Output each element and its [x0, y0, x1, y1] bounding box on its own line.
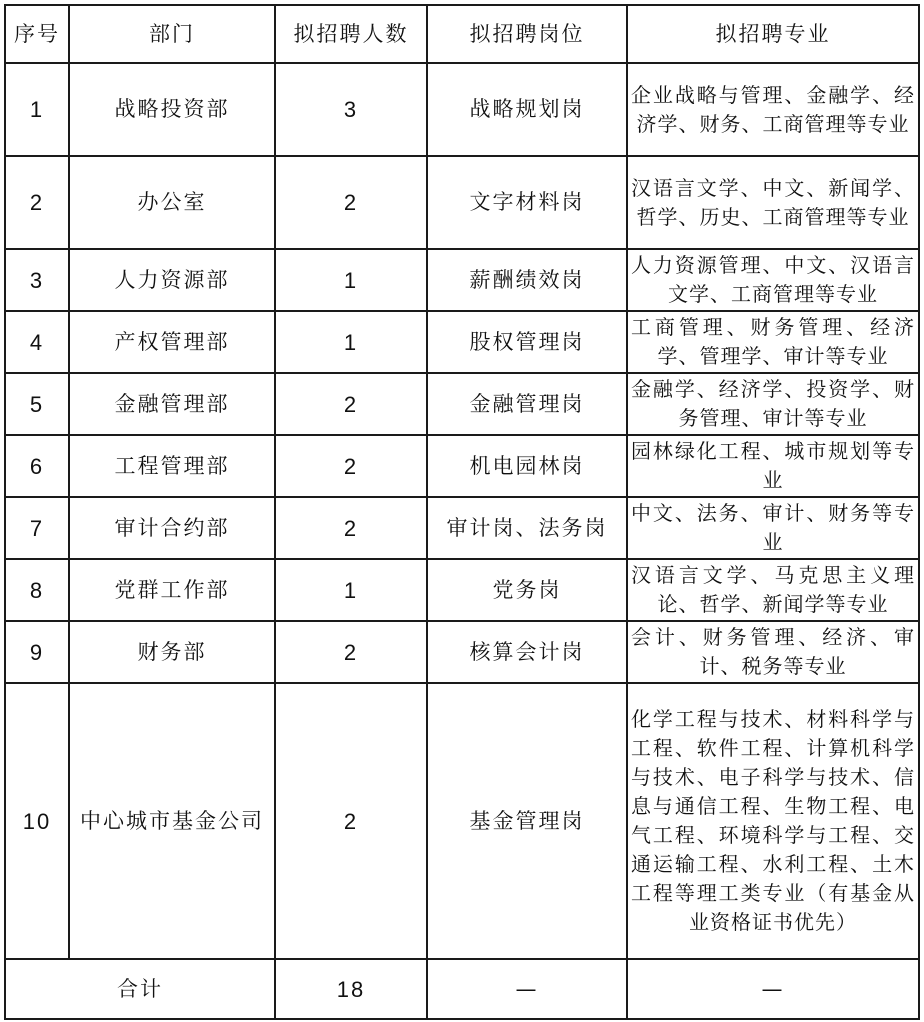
row-position: 战略规划岗 — [427, 63, 627, 156]
row-index: 2 — [5, 156, 69, 249]
header-count: 拟招聘人数 — [275, 5, 427, 63]
total-row — [5, 959, 919, 1019]
row-count: 3 — [275, 63, 427, 156]
total-position: — — [427, 959, 627, 1019]
total-label: 合计 — [5, 959, 275, 1019]
table-row — [5, 63, 919, 156]
row-position: 金融管理岗 — [427, 373, 627, 435]
row-department: 财务部 — [69, 621, 275, 683]
header-position: 拟招聘岗位 — [427, 5, 627, 63]
row-count: 2 — [275, 435, 427, 497]
row-department: 工程管理部 — [69, 435, 275, 497]
row-position: 党务岗 — [427, 559, 627, 621]
row-count: 1 — [275, 559, 427, 621]
table-row — [5, 621, 919, 683]
row-position: 股权管理岗 — [427, 311, 627, 373]
header-major: 拟招聘专业 — [627, 5, 919, 63]
table-row — [5, 156, 919, 249]
table-row — [5, 249, 919, 311]
row-department: 中心城市基金公司 — [69, 683, 275, 959]
header-row — [5, 5, 919, 63]
row-index: 10 — [5, 683, 69, 959]
recruitment-table — [4, 4, 920, 1020]
row-major: 金融学、经济学、投资学、财务管理、审计等专业 — [627, 373, 919, 435]
row-major: 化学工程与技术、材料科学与工程、软件工程、计算机科学与技术、电子科学与技术、信息与通信工程、生物工程、电气工程、环境科学与工程、交通运输工程、水利工程、土木工程等理工类专业（有基金从业资格证书优先） — [627, 683, 919, 959]
row-index: 1 — [5, 63, 69, 156]
header-index: 序号 — [5, 5, 69, 63]
row-major: 汉语言文学、马克思主义理论、哲学、新闻学等专业 — [627, 559, 919, 621]
row-major: 中文、法务、审计、财务等专业 — [627, 497, 919, 559]
row-major: 工商管理、财务管理、经济学、管理学、审计等专业 — [627, 311, 919, 373]
row-department: 战略投资部 — [69, 63, 275, 156]
row-position: 核算会计岗 — [427, 621, 627, 683]
row-count: 1 — [275, 249, 427, 311]
row-position: 基金管理岗 — [427, 683, 627, 959]
row-index: 6 — [5, 435, 69, 497]
row-position: 机电园林岗 — [427, 435, 627, 497]
row-major: 园林绿化工程、城市规划等专业 — [627, 435, 919, 497]
table-row — [5, 311, 919, 373]
row-count: 2 — [275, 683, 427, 959]
row-department: 党群工作部 — [69, 559, 275, 621]
total-count: 18 — [275, 959, 427, 1019]
table-row — [5, 373, 919, 435]
row-major: 企业战略与管理、金融学、经济学、财务、工商管理等专业 — [627, 63, 919, 156]
row-department: 产权管理部 — [69, 311, 275, 373]
row-position: 审计岗、法务岗 — [427, 497, 627, 559]
row-count: 2 — [275, 373, 427, 435]
row-count: 2 — [275, 497, 427, 559]
row-index: 4 — [5, 311, 69, 373]
row-department: 人力资源部 — [69, 249, 275, 311]
row-position: 薪酬绩效岗 — [427, 249, 627, 311]
row-major: 人力资源管理、中文、汉语言文学、工商管理等专业 — [627, 249, 919, 311]
row-index: 8 — [5, 559, 69, 621]
table-row — [5, 683, 919, 959]
row-index: 3 — [5, 249, 69, 311]
table-row — [5, 435, 919, 497]
row-count: 2 — [275, 156, 427, 249]
row-department: 办公室 — [69, 156, 275, 249]
row-major: 汉语言文学、中文、新闻学、哲学、历史、工商管理等专业 — [627, 156, 919, 249]
row-position: 文字材料岗 — [427, 156, 627, 249]
row-index: 9 — [5, 621, 69, 683]
row-index: 7 — [5, 497, 69, 559]
row-count: 2 — [275, 621, 427, 683]
table-row — [5, 497, 919, 559]
total-major: — — [627, 959, 919, 1019]
header-department: 部门 — [69, 5, 275, 63]
row-index: 5 — [5, 373, 69, 435]
row-department: 审计合约部 — [69, 497, 275, 559]
row-department: 金融管理部 — [69, 373, 275, 435]
table-row — [5, 559, 919, 621]
row-major: 会计、财务管理、经济、审计、税务等专业 — [627, 621, 919, 683]
row-count: 1 — [275, 311, 427, 373]
